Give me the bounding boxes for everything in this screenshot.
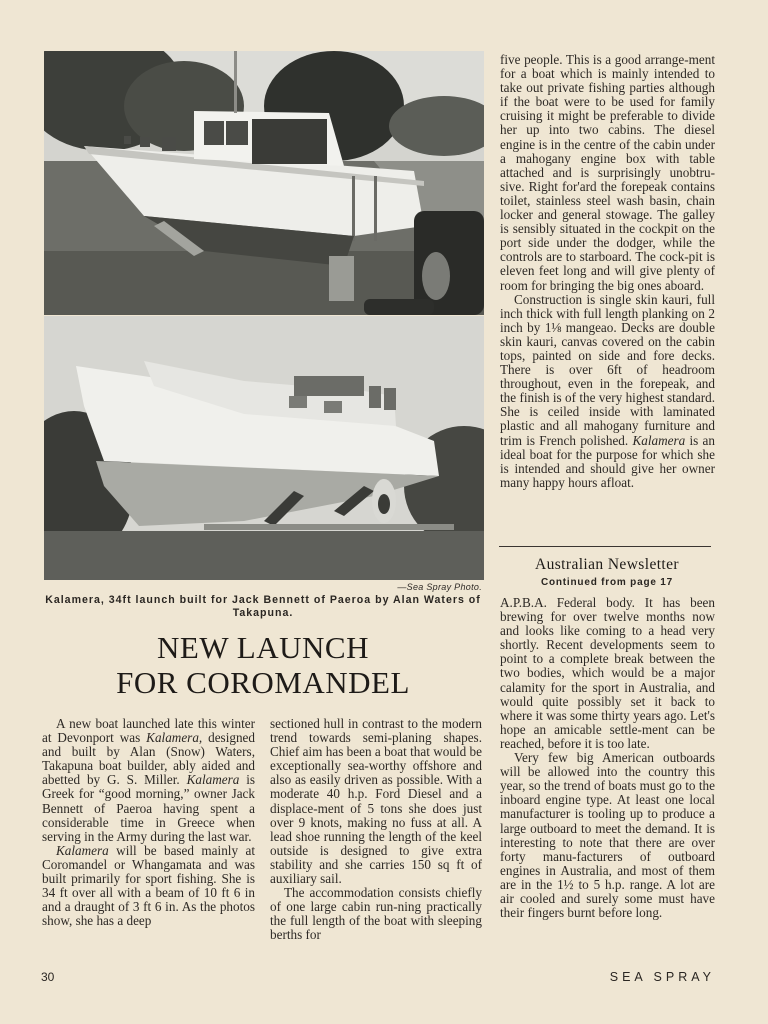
article-column-1 <box>42 717 255 928</box>
headline-line-2: FOR COROMANDEL <box>116 665 410 700</box>
headline-line-1: NEW LAUNCH <box>157 630 369 665</box>
boat-photo-top <box>44 51 484 315</box>
boat-name: Kalamera <box>56 842 109 858</box>
page-number: 30 <box>41 970 55 984</box>
boat-name: Kalamera <box>632 432 686 448</box>
article-column-3 <box>500 53 715 490</box>
article-paragraph: A new boat launched late this winter at Devonport was Kalamera, designed and built by Alan (Snow) Waters, Takapuna boat builder, ably aided and abetted by G. S. Miller. Kalamera is Greek for “good morning,” owner Jack Bennett of Paeroa having spent a considerable time in Greece when serving in the Army during the last war. <box>42 716 256 844</box>
photo-credit: —Sea Spray Photo. <box>397 582 482 592</box>
section-divider <box>499 546 711 547</box>
boat-photo-bottom-image <box>44 316 484 580</box>
newsletter-column <box>500 596 715 920</box>
newsletter-continued-note: Continued from page 17 <box>540 577 674 588</box>
boat-photo-bottom <box>44 316 484 580</box>
boat-photo-top-image <box>44 51 484 315</box>
boat-name: Kalamera, <box>146 730 203 746</box>
boat-name: Kalamera <box>186 772 240 788</box>
magazine-name: SEA SPRAY <box>609 970 715 984</box>
article-paragraph: Kalamera will be based mainly at Coromandel or Whangamata and was built primarily for sport fishing. She is 34 ft over all with a beam of 10 ft 6 in and a draught of 3 ft 6 in. As the photos show, she has a deep <box>42 842 255 929</box>
newsletter-paragraph: Very few big American outboards will be allowed into the country this year, so the trend of boats must go to the inboard engine type. At least one local manufacturer is tooling up to produce a large outboard to meet the demand. It is interesting to note that there are over forty manu-facturers of outboard engines in Australia, and most of them are in the 1½ to 5 h.p. range. A lot are air cooled and surely some must have their fingers burnt before long. <box>500 750 715 921</box>
article-paragraph: Construction is single skin kauri, full inch thick with full length planking on 2 inch by 1⅛ mangeao. Decks are double skin kauri, canvas covered on the cabin tops, painted on side and fore decks. There is over 6ft of headroom throughout, even in the forepeak, and the finish is of the very highest standard. She is ceiled inside with laminated plastic and all mahogany furniture and trim is French polished. Kalamera is an ideal boat for the purpose for which she is intended and should give her owner many happy hours afloat. <box>500 291 715 490</box>
article-column-2 <box>270 717 482 943</box>
article-paragraph: sectioned hull in contrast to the modern trend towards semi-planing shapes. Chief aim has been a boat that would be exceptionally sea-worthy offshore and also as easily driven as possible. With a moderate 40 h.p. Ford Diesel and a displace-ment of 5 tons she does just over 9 knots, making no fuss at all. A lead shoe running the length of the keel outside is designed to give extra stability and she carries 150 sq ft of auxiliary sail. <box>270 716 482 887</box>
article-paragraph: five people. This is a good arrange-ment for a boat which is mainly intended to take out private fishing parties although if the boat were to be used for family cruising it might be preferable to divide her up into two cabins. The diesel engine is in the centre of the cabin under a mahogany engine box with table attached and is surprisingly unobtru-sive. Right for'ard the forepeak contains toilet, stainless steel wash basin, chain locker and general stowage. The galley is sensibly situated in the cockpit on the port side under the dodger, while the controls are to starboard. The cock-pit is eleven feet long and will give plenty of room for bringing the big ones aboard. <box>500 52 715 293</box>
article-paragraph: The accommodation consists chiefly of one large cabin run-ning practically the full length of the boat with sleeping berths for <box>270 885 482 943</box>
article-headline <box>40 630 486 700</box>
newsletter-title: Australian Newsletter <box>535 556 679 573</box>
photo-caption: Kalamera, 34ft launch built for Jack Bennett of Paeroa by Alan Waters of Takapuna. <box>45 594 481 619</box>
newsletter-paragraph: A.P.B.A. Federal body. It has been brewing for over twelve months now and looks like coming to a head very shortly. Recent developments seem to point to a complete break between the two bodies, which would be a major calamity for the sport in Australia, and would quite possibly set it back to where it was some thirty years ago. Let's hope an amicable settle-ment can be reached, before it is too late. <box>500 595 715 751</box>
